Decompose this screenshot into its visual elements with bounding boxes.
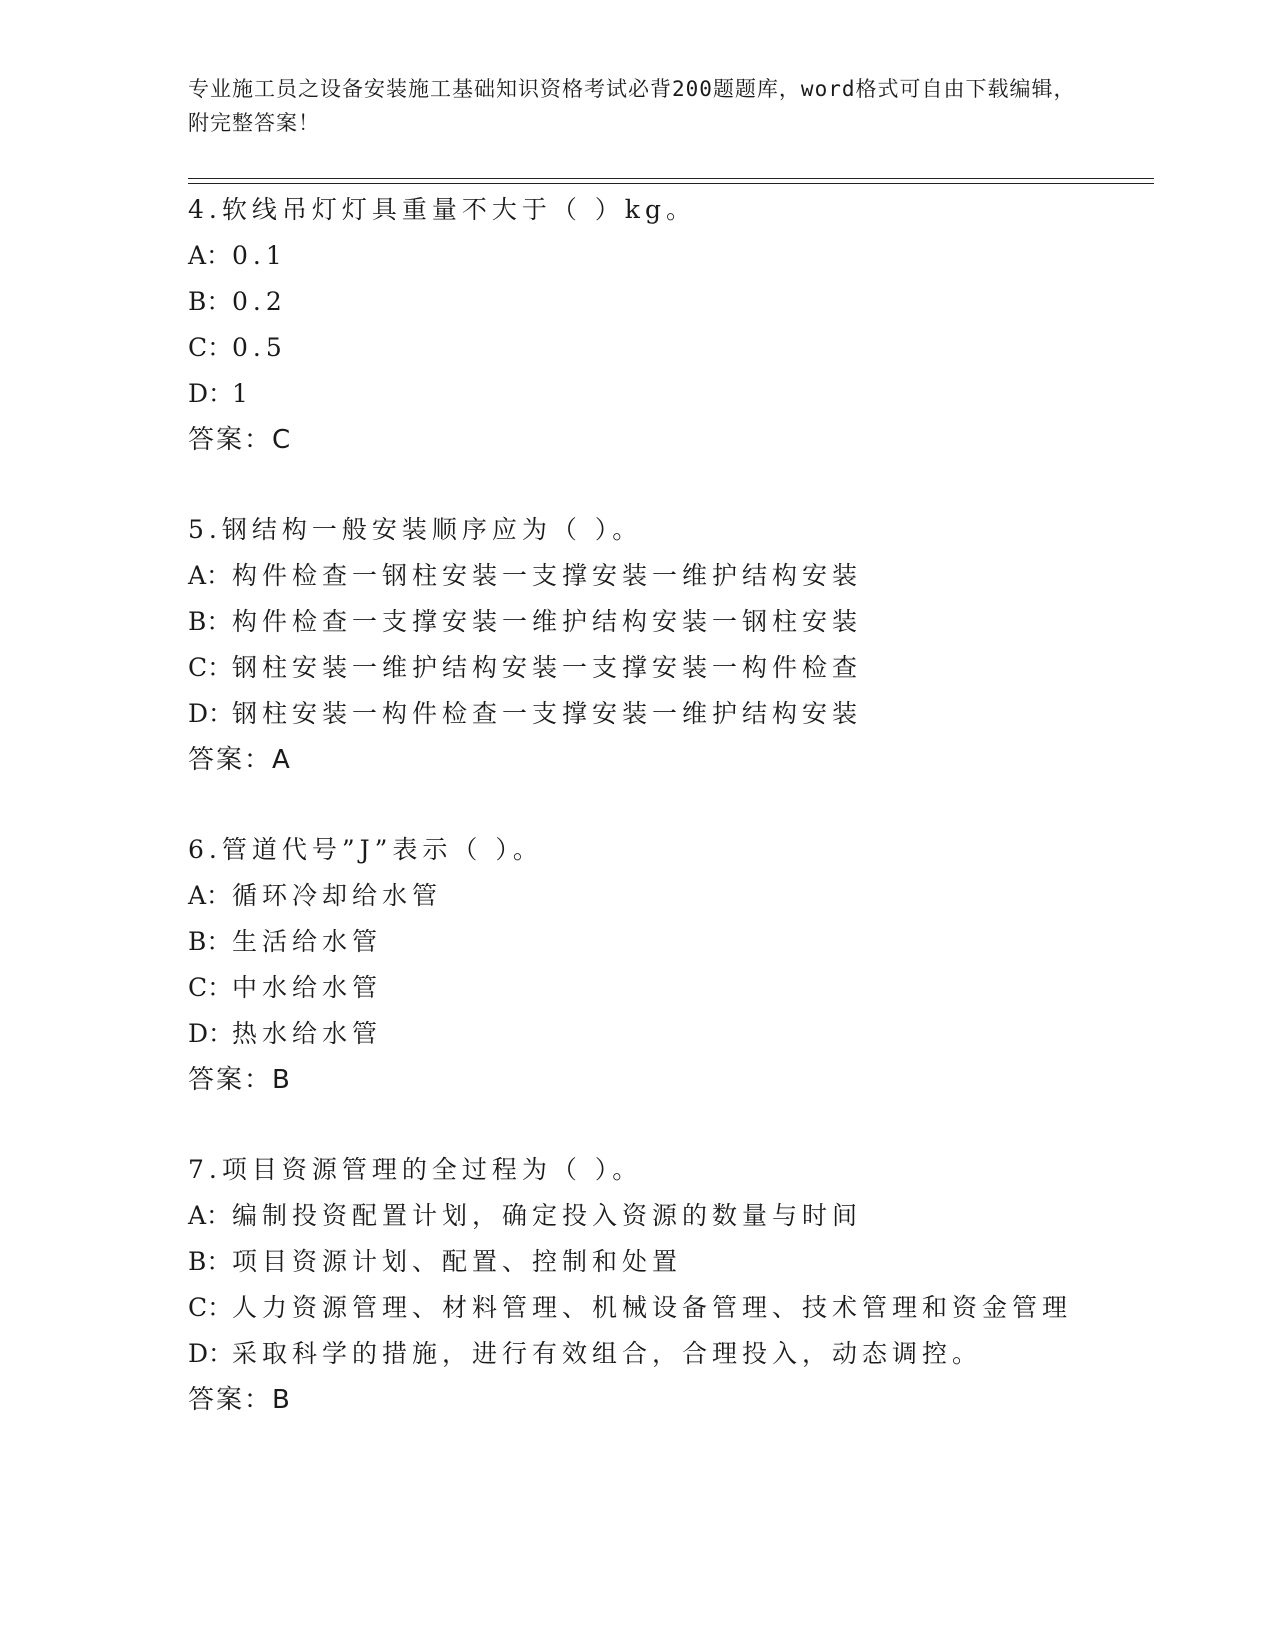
option-d [188, 1331, 1168, 1377]
option-text: 中水给水管 [232, 973, 383, 1002]
option-b [188, 279, 1168, 325]
question-stem: 5.钢结构一般安装顺序应为（ ）。 [188, 515, 643, 544]
question-7 [188, 1147, 1168, 1423]
option-d [188, 1011, 1168, 1057]
question-stem: 4.软线吊灯灯具重量不大于（ ）kg。 [188, 195, 696, 224]
option-key: A： [188, 1201, 232, 1230]
header-divider-top [188, 178, 1154, 179]
option-text: 热水给水管 [232, 1019, 383, 1048]
option-key: C： [188, 973, 233, 1002]
option-key: A： [188, 881, 232, 910]
option-key: B： [188, 287, 232, 316]
option-text: 钢柱安装一维护结构安装一支撑安装一构件检查 [232, 653, 863, 682]
option-key: A： [188, 241, 232, 270]
option-key: D： [188, 1339, 234, 1368]
question-stem: 7.项目资源管理的全过程为（ ）。 [188, 1155, 643, 1184]
option-key: A： [188, 561, 232, 590]
option-a [188, 873, 1168, 919]
answer-label: 答案：C [188, 425, 293, 455]
option-text: 构件检查一支撑安装一维护结构安装一钢柱安装 [232, 607, 863, 636]
option-key: B： [188, 1247, 232, 1276]
option-key: D： [188, 699, 234, 728]
option-key: B： [188, 927, 232, 956]
option-key: C： [188, 653, 233, 682]
option-c [188, 325, 1168, 371]
question-5 [188, 507, 1168, 783]
option-text: 编制投资配置计划，确定投入资源的数量与时间 [232, 1201, 863, 1230]
option-text: 循环冷却给水管 [232, 881, 443, 910]
header-divider-bottom [188, 183, 1154, 184]
document-header: 专业施工员之设备安装施工基础知识资格考试必背200题题库，word格式可自由下载编辑，附完整答案！ [188, 77, 1076, 135]
option-a [188, 233, 1168, 279]
question-4 [188, 187, 1168, 463]
option-c [188, 645, 1168, 691]
option-key: C： [188, 333, 233, 362]
option-key: C： [188, 1293, 233, 1322]
option-text: 人力资源管理、材料管理、机械设备管理、技术管理和资金管理 [232, 1293, 1073, 1322]
option-d [188, 371, 1168, 417]
option-a [188, 1193, 1168, 1239]
option-a [188, 553, 1168, 599]
question-6 [188, 827, 1168, 1103]
option-key: B： [188, 607, 232, 636]
answer-label: 答案：B [188, 1065, 292, 1095]
option-text: 项目资源计划、配置、控制和处置 [232, 1247, 683, 1276]
option-b [188, 599, 1168, 645]
option-text: 生活给水管 [232, 927, 383, 956]
option-text: 0.5 [232, 333, 287, 362]
option-d [188, 691, 1168, 737]
option-b [188, 1239, 1168, 1285]
option-key: D： [188, 379, 234, 408]
option-text: 钢柱安装一构件检查一支撑安装一维护结构安装 [232, 699, 863, 728]
option-text: 0.2 [232, 287, 287, 316]
option-key: D： [188, 1019, 234, 1048]
option-text: 构件检查一钢柱安装一支撑安装一维护结构安装 [232, 561, 863, 590]
option-text: 采取科学的措施，进行有效组合，合理投入，动态调控。 [232, 1339, 983, 1368]
option-c [188, 1285, 1168, 1331]
option-c [188, 965, 1168, 1011]
option-b [188, 919, 1168, 965]
option-text: 1 [232, 379, 253, 408]
answer-label: 答案：B [188, 1385, 292, 1415]
question-stem: 6.管道代号”J”表示（ ）。 [188, 835, 543, 864]
answer-label: 答案：A [188, 745, 292, 775]
option-text: 0.1 [232, 241, 287, 270]
